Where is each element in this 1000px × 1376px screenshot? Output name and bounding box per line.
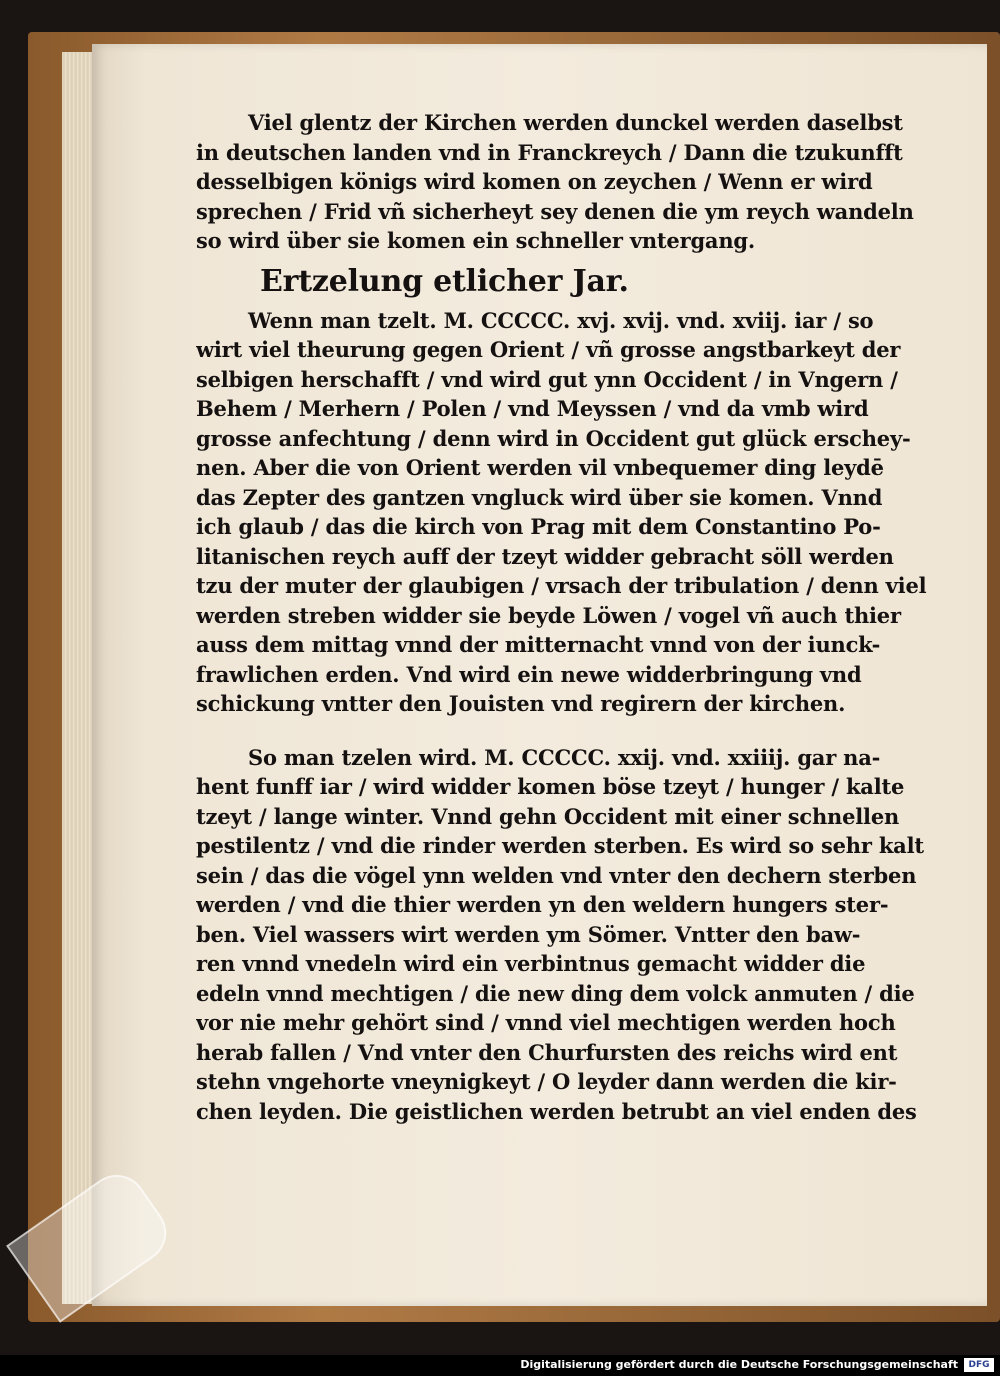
- text-line: ben. Viel wassers wirt werden ym Sömer. Vntter den baw-: [196, 921, 861, 947]
- text-line: nen. Aber die von Orient werden vil vnbequemer ding leydē: [196, 455, 884, 480]
- text-line: wirt viel theurung gegen Orient / vñ grosse angstbarkeyt der: [196, 337, 901, 362]
- text-line: edeln vnnd mechtigen / die new ding dem volck anmuten / die: [196, 980, 915, 1006]
- text-line: werden streben widder sie beyde Löwen / vogel vñ auch thier: [196, 602, 901, 628]
- text-line: werden / vnd die thier werden yn den weldern hungers ster-: [196, 892, 889, 917]
- text-line: selbigen herschafft / vnd wird gut ynn Occident / in Vngern /: [196, 366, 898, 392]
- text-line: Viel glentz der Kirchen werden dunckel werden daselbst: [248, 110, 903, 135]
- text-line: litanischen reych auff der tzeyt widder gebracht söll werden: [196, 543, 894, 569]
- text-line: desselbigen königs wird komen on zeychen / Wenn er wird: [196, 169, 873, 194]
- text-line: sprechen / Frid vñ sicherheyt sey denen die ym reych wandeln: [196, 198, 914, 224]
- section-heading: Ertzelung etlicher Jar.: [260, 263, 629, 299]
- funding-credit: Digitalisierung gefördert durch die Deutsche Forschungsgemeinschaft: [520, 1358, 958, 1371]
- text-line: vor nie mehr gehört sind / vnnd viel mechtigen werden hoch: [196, 1010, 896, 1035]
- text-line: das Zepter des gantzen vngluck wird über sie komen. Vnnd: [196, 484, 883, 510]
- text-line: Behem / Merhern / Polen / vnd Meyssen / vnd da vmb wird: [196, 396, 869, 421]
- text-line: Wenn man tzelt. M. CCCCC. xvj. xvij. vnd. xviij. iar / so: [248, 307, 874, 333]
- text-line: hent funff iar / wird widder komen böse tzeyt / hunger / kalte: [196, 774, 905, 799]
- text-line: in deutschen landen vnd in Franckreych / Dann die tzukunfft: [196, 139, 903, 165]
- text-line: grosse anfechtung / denn wird in Occident gut glück erschey-: [196, 425, 911, 451]
- text-line: ich glaub / das die kirch von Prag mit dem Constantino Po-: [196, 514, 881, 539]
- text-line: stehn vngehorte vneynigkeyt / O leyder dann werden die kir-: [196, 1069, 897, 1094]
- text-line: tzeyt / lange winter. Vnnd gehn Occident mit einer schnellen: [196, 803, 900, 829]
- text-line: schickung vntter den Jouisten vnd regirern der kirchen.: [196, 691, 846, 716]
- paragraph-gap: [196, 719, 952, 743]
- page-text: [196, 108, 952, 1126]
- text-line: herab fallen / Vnd vnter den Churfursten des reichs wird ent: [196, 1039, 898, 1065]
- text-line: So man tzelen wird. M. CCCCC. xxij. vnd. xxiiij. gar na-: [248, 744, 881, 770]
- text-line: auss dem mittag vnnd der mitternacht vnnd von der iunck-: [196, 632, 881, 657]
- text-line: ren vnnd vnedeln wird ein verbintnus gemacht widder die: [196, 951, 866, 976]
- text-line: sein / das die vögel ynn welden vnd vnter den dechern sterben: [196, 862, 917, 888]
- text-line: so wird über sie komen ein schneller vntergang.: [196, 228, 755, 253]
- paragraph-3: [196, 743, 952, 1127]
- footer-bar: [0, 1355, 1000, 1376]
- text-line: chen leyden. Die geistlichen werden betrubt an viel enden des: [196, 1098, 917, 1124]
- paragraph-1: [196, 108, 952, 256]
- text-line: frawlichen erden. Vnd wird ein newe widderbringung vnd: [196, 661, 862, 687]
- text-line: pestilentz / vnd die rinder werden sterben. Es wird so sehr kalt: [196, 833, 924, 858]
- dfg-logo: DFG: [964, 1358, 994, 1372]
- text-line: tzu der muter der glaubigen / vrsach der tribulation / denn viel: [196, 573, 927, 598]
- paragraph-2: [196, 306, 952, 719]
